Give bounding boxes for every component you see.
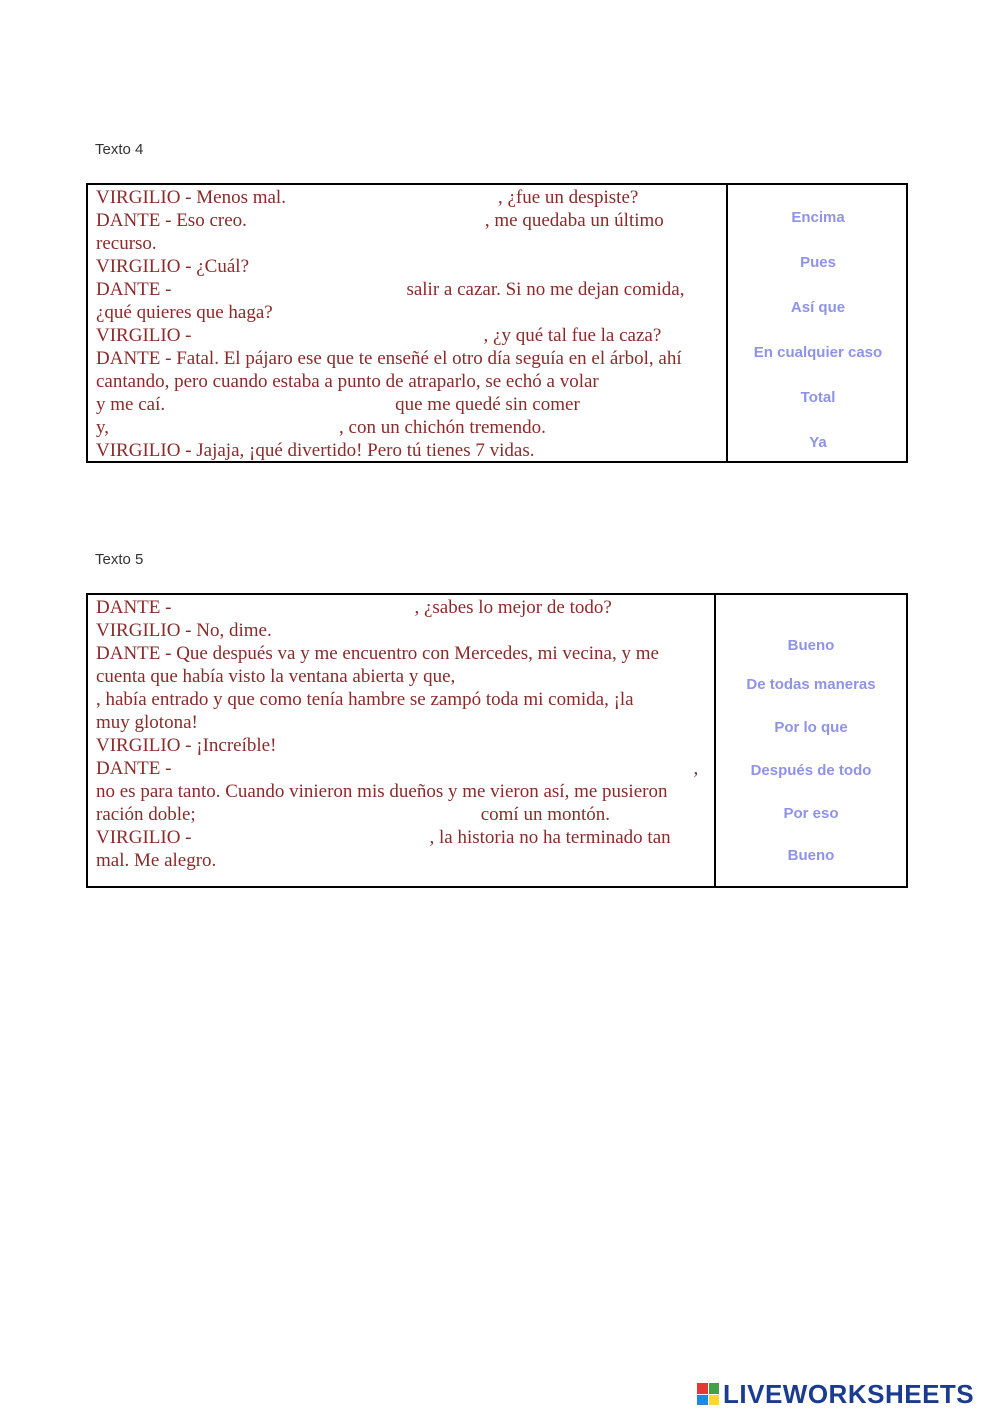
texto5-line-11: VIRGILIO - , la historia no ha terminado tan xyxy=(96,827,671,848)
texto5-line-6: muy glotona! xyxy=(96,712,198,733)
texto5-line-5: , había entrado y que como tenía hambre se zampó toda mi comida, ¡la xyxy=(96,689,634,710)
texto5-option-6[interactable]: Bueno xyxy=(787,847,835,864)
liveworksheets-logo xyxy=(697,1377,974,1411)
texto5-option-2[interactable]: De todas maneras xyxy=(746,676,876,693)
texto4-line-12: VIRGILIO - Jajaja, ¡qué divertido! Pero tú tienes 7 vidas. xyxy=(96,440,535,461)
texto4-option-3[interactable]: Así que xyxy=(790,299,846,316)
texto4-heading: Texto 4 xyxy=(95,141,144,158)
texto4-line-8: DANTE - Fatal. El pájaro ese que te enseñé el otro día seguía en el árbol, ahí xyxy=(96,348,682,369)
texto4-divider xyxy=(726,185,728,461)
texto4-box xyxy=(86,183,908,463)
texto5-line-10: ración doble; comí un montón. xyxy=(96,804,611,825)
texto4-line-5: DANTE - salir a cazar. Si no me dejan comida, xyxy=(96,279,685,300)
texto4-line-9: cantando, pero cuando estaba a punto de atraparlo, se echó a volar xyxy=(96,371,599,392)
texto4-option-1[interactable]: Encima xyxy=(791,209,845,226)
liveworksheets-logo-icon xyxy=(697,1383,719,1405)
texto4-line-1: VIRGILIO - Menos mal. , ¿fue un despiste? xyxy=(96,187,639,208)
texto5-line-8: DANTE - , xyxy=(96,758,699,779)
texto4-line-11: y, , con un chichón tremendo. xyxy=(96,417,546,438)
texto4-line-10: y me caí. que me quedé sin comer xyxy=(96,394,580,415)
texto5-line-1: DANTE - , ¿sabes lo mejor de todo? xyxy=(96,597,612,618)
texto4-line-7: VIRGILIO - , ¿y qué tal fue la caza? xyxy=(96,325,662,346)
texto5-line-4: cuenta que había visto la ventana abierta y que, xyxy=(96,666,456,687)
texto5-line-2: VIRGILIO - No, dime. xyxy=(96,620,272,641)
texto4-option-6[interactable]: Ya xyxy=(809,434,827,451)
texto5-line-3: DANTE - Que después va y me encuentro con Mercedes, mi vecina, y me xyxy=(96,643,659,664)
texto5-heading: Texto 5 xyxy=(95,551,144,568)
texto5-option-1[interactable]: Bueno xyxy=(787,637,835,654)
texto4-line-4: VIRGILIO - ¿Cuál? xyxy=(96,256,250,277)
texto4-line-2: DANTE - Eso creo. , me quedaba un último xyxy=(96,210,664,231)
texto5-box xyxy=(86,593,908,888)
liveworksheets-brand: LIVEWORKSHEETS xyxy=(723,1378,975,1409)
texto5-option-3[interactable]: Por lo que xyxy=(774,719,848,736)
texto4-option-5[interactable]: Total xyxy=(800,389,836,406)
texto4-line-3: recurso. xyxy=(96,233,157,254)
texto4-line-6: ¿qué quieres que haga? xyxy=(96,302,273,323)
texto5-option-5[interactable]: Por eso xyxy=(783,805,839,822)
texto5-line-7: VIRGILIO - ¡Increíble! xyxy=(96,735,277,756)
texto4-option-4[interactable]: En cualquier caso xyxy=(753,344,883,361)
texto5-line-9: no es para tanto. Cuando vinieron mis dueños y me vieron así, me pusieron xyxy=(96,781,668,802)
texto5-divider xyxy=(714,595,716,886)
texto5-line-12: mal. Me alegro. xyxy=(96,850,217,871)
texto4-option-2[interactable]: Pues xyxy=(800,254,836,271)
texto5-option-4[interactable]: Después de todo xyxy=(750,762,872,779)
